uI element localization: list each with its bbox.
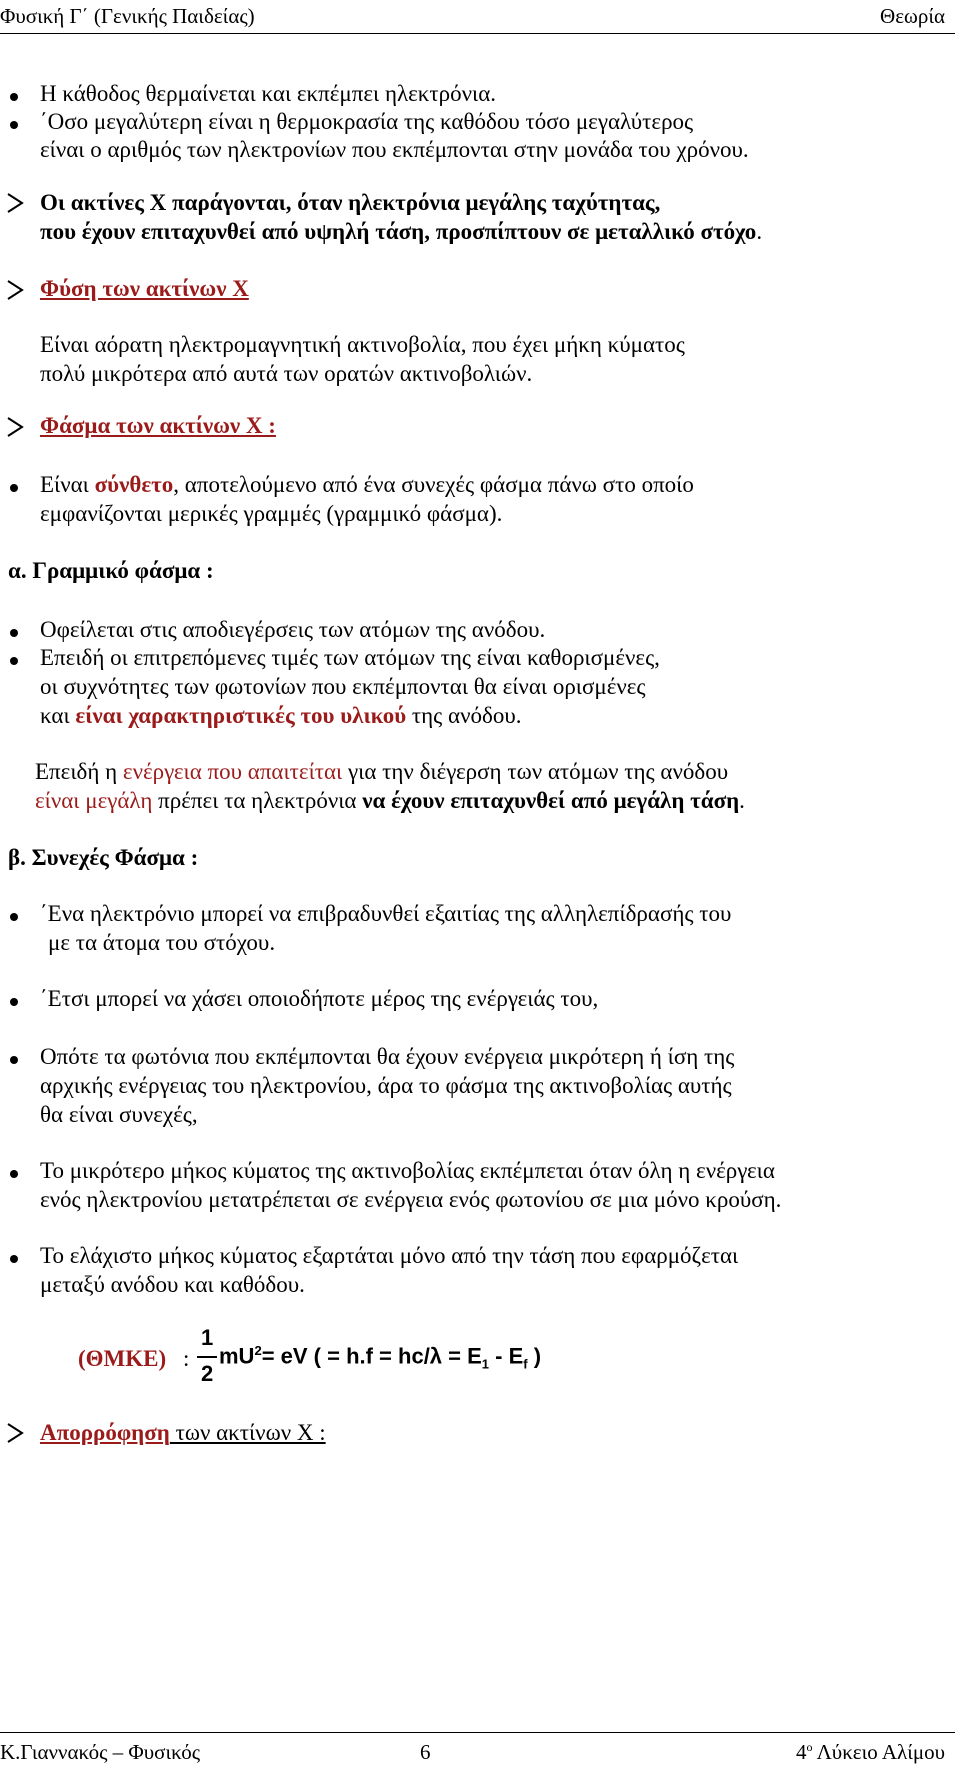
formula-body bbox=[219, 1343, 541, 1372]
production-line-1: Οι ακτίνες Χ παράγονται, όταν ηλεκτρόνια μεγάλης ταχύτητας, bbox=[40, 190, 661, 215]
line-spectrum-bullet-2-line-1: Επειδή οι επιτρεπόμενες τιμές των ατόμων της είναι καθορισμένες, bbox=[40, 645, 660, 670]
energy-para-line-2 bbox=[35, 788, 745, 814]
nature-line-2: πολύ μικρότερα από αυτά των ορατών ακτινοβολιών. bbox=[40, 361, 533, 386]
formula-sup: 2 bbox=[254, 1343, 262, 1358]
line-spectrum-bullet-2-line-3 bbox=[40, 703, 521, 729]
cathode-bullet-2-line-2: είναι ο αριθμός των ηλεκτρονίων που εκπέμπονται στην μονάδα του χρόνου. bbox=[40, 137, 749, 162]
continuous-bullet-3-line-1: Οπότε τα φωτόνια που εκπέμπονται θα έχουν ενέργεια μικρότερη ή ίση της bbox=[40, 1044, 735, 1069]
cathode-bullet-2-line-1: ΄Οσο μεγαλύτερη είναι η θερμοκρασία της καθόδου τόσο μεγαλύτερος bbox=[40, 109, 694, 134]
energy-large-highlight: είναι μεγάλη bbox=[35, 788, 153, 813]
text: και bbox=[40, 703, 76, 728]
absorption-heading bbox=[40, 1420, 326, 1446]
continuous-bullet-4-line-1: Το μικρότερο μήκος κύματος της ακτινοβολίας εκπέμπεται όταν όλη η ενέργεια bbox=[40, 1158, 775, 1183]
bullet-icon bbox=[10, 121, 18, 129]
formula-sub-f: f bbox=[523, 1356, 528, 1372]
bullet-icon bbox=[10, 657, 18, 665]
continuous-bullet-3-line-3: θα είναι συνεχές, bbox=[40, 1102, 198, 1127]
bullet-icon bbox=[10, 1056, 18, 1064]
energy-highlight: ενέργεια που απαιτείται bbox=[122, 759, 343, 784]
continuous-heading: β. Συνεχές Φάσμα : bbox=[8, 845, 199, 870]
bullet-icon bbox=[10, 1170, 18, 1178]
nature-heading: Φύση των ακτίνων Χ bbox=[40, 276, 249, 301]
absorption-word: Απορρόφηση bbox=[40, 1420, 170, 1445]
arrow-bullet-icon bbox=[5, 1422, 25, 1444]
spectrum-composite: σύνθετο bbox=[94, 472, 174, 497]
header-left: Φυσική Γ΄ (Γενικής Παιδείας) bbox=[0, 4, 255, 28]
production-period: . bbox=[756, 219, 763, 244]
nature-line-1: Είναι αόρατη ηλεκτρομαγνητική ακτινοβολία, που έχει μήκη κύματος bbox=[40, 332, 685, 357]
spectrum-heading: Φάσμα των ακτίνων Χ : bbox=[40, 413, 276, 438]
arrow-bullet-icon bbox=[5, 416, 25, 438]
arrow-bullet-icon bbox=[5, 279, 25, 301]
school-number: 4 bbox=[795, 1740, 807, 1764]
ordinal-sup: ο bbox=[806, 1740, 813, 1754]
formula-rhs: = eV ( = h.f = hc/λ = E bbox=[261, 1343, 482, 1369]
text: πρέπει τα ηλεκτρόνια bbox=[152, 788, 363, 813]
formula-label: (ΘΜΚΕ) bbox=[78, 1346, 167, 1371]
spectrum-text: Είναι bbox=[40, 472, 95, 497]
energy-para-line-1 bbox=[35, 759, 728, 785]
continuous-bullet-2: ΄Ετσι μπορεί να χάσει οποιοδήποτε μέρος της ενέργειάς του, bbox=[40, 986, 599, 1011]
page-number: 6 bbox=[420, 1740, 431, 1764]
text: Επειδή η bbox=[35, 759, 123, 784]
bullet-icon bbox=[10, 998, 18, 1006]
formula-numerator: 1 bbox=[201, 1325, 214, 1350]
text: της ανόδου. bbox=[406, 703, 522, 728]
continuous-bullet-5-line-1: Το ελάχιστο μήκος κύματος εξαρτάται μόνο από την τάση που εφαρμόζεται bbox=[40, 1243, 739, 1268]
formula-sub-1: 1 bbox=[481, 1356, 490, 1372]
formula-minus: - E bbox=[489, 1343, 524, 1369]
formula-close: ) bbox=[527, 1343, 542, 1369]
formula-mu: mU bbox=[219, 1343, 255, 1369]
line-spectrum-bullet-2-line-2: οι συχνότητες των φωτονίων που εκπέμπονται θα είναι ορισμένες bbox=[40, 674, 646, 699]
continuous-bullet-5-line-2: μεταξύ ανόδου και καθόδου. bbox=[40, 1272, 305, 1297]
line-spectrum-heading: α. Γραμμικό φάσμα : bbox=[8, 558, 214, 583]
line-spectrum-bullet-1: Οφείλεται στις αποδιεγέρσεις των ατόμων της ανόδου. bbox=[40, 617, 546, 642]
footer-right bbox=[796, 1740, 945, 1765]
continuous-bullet-1-line-2: με τα άτομα του στόχου. bbox=[48, 930, 276, 955]
header-right: Θεωρία bbox=[880, 4, 945, 28]
bullet-icon bbox=[10, 93, 18, 101]
footer-left: Κ.Γιαννακός – Φυσικός bbox=[0, 1740, 201, 1764]
text: . bbox=[739, 788, 745, 813]
spectrum-line-2: εμφανίζονται μερικές γραμμές (γραμμικό φάσμα). bbox=[40, 501, 503, 526]
arrow-bullet-icon bbox=[5, 192, 25, 214]
fraction-bar bbox=[197, 1356, 217, 1358]
continuous-bullet-1-line-1: ΄Ενα ηλεκτρόνιο μπορεί να επιβραδυνθεί εξαιτίας της αλληλεπίδρασής του bbox=[40, 901, 732, 926]
absorption-rest: των ακτίνων Χ : bbox=[169, 1420, 326, 1445]
formula-colon: : bbox=[183, 1346, 190, 1371]
bullet-icon bbox=[10, 1255, 18, 1263]
high-voltage-bold: να έχουν επιταχυνθεί από μεγάλη τάση bbox=[362, 788, 740, 813]
characteristic-highlight: είναι χαρακτηριστικές του υλικού bbox=[75, 703, 407, 728]
continuous-bullet-4-line-2: ενός ηλεκτρονίου μετατρέπεται σε ενέργεια ενός φωτονίου σε μια μόνο κρούση. bbox=[40, 1187, 782, 1212]
spectrum-text: , αποτελούμενο από ένα συνεχές φάσμα πάνω στο οποίο bbox=[173, 472, 694, 497]
production-line-2 bbox=[40, 219, 762, 245]
bullet-icon bbox=[10, 484, 18, 492]
footer-rule bbox=[0, 1732, 955, 1733]
spectrum-line-1 bbox=[40, 472, 694, 498]
text: για την διέγερση των ατόμων της ανόδου bbox=[342, 759, 729, 784]
continuous-bullet-3-line-2: αρχικής ενέργειας του ηλεκτρονίου, άρα το φάσμα της ακτινοβολίας αυτής bbox=[40, 1073, 732, 1098]
header-rule bbox=[0, 33, 955, 34]
bullet-icon bbox=[10, 913, 18, 921]
production-line-2-text: που έχουν επιταχυνθεί από υψηλή τάση, προσπίπτουν σε μεταλλικό στόχο bbox=[40, 219, 757, 244]
formula-denominator: 2 bbox=[201, 1361, 214, 1386]
cathode-bullet-1: Η κάθοδος θερμαίνεται και εκπέμπει ηλεκτρόνια. bbox=[40, 81, 496, 106]
bullet-icon bbox=[10, 629, 18, 637]
school-name: Λύκειο Αλίμου bbox=[812, 1740, 945, 1764]
